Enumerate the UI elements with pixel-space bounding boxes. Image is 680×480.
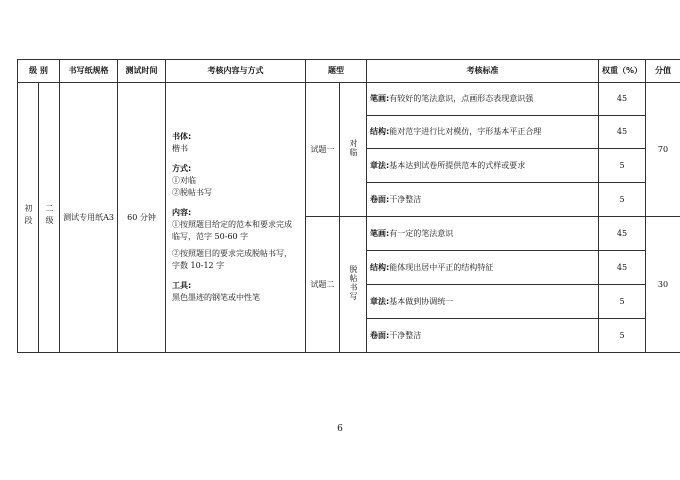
header-weight: 权重（%） — [599, 60, 646, 83]
score-value: 30 — [646, 217, 680, 353]
question-name: 试题一 — [306, 83, 340, 217]
content-2: ②按照题目的要求完成脱帖书写，字数 10-12 字 — [172, 249, 293, 270]
criterion: 笔画:有较好的笔法意识，点画形态表现意识强 — [367, 83, 599, 116]
tool-title: 工具: — [172, 281, 192, 290]
content-1: ①按照题目给定的范本和要求完成临写，范字 50-60 字 — [172, 220, 293, 241]
content-title: 内容: — [172, 208, 192, 217]
criterion: 卷面:干净整洁 — [367, 183, 599, 217]
question-name: 试题二 — [306, 217, 340, 353]
level-cell — [18, 83, 39, 353]
weight-value: 45 — [599, 217, 646, 251]
criterion: 章法:基本做到协调统一 — [367, 285, 599, 319]
font-value: 楷书 — [172, 144, 189, 153]
question-type: 脱帖书写 — [340, 217, 367, 353]
grade-text: 二级 — [45, 203, 54, 228]
criterion: 笔画:有一定的笔法意识 — [367, 217, 599, 251]
method-2: ②脱帖书写 — [172, 188, 213, 197]
header-standard: 考核标准 — [367, 60, 599, 83]
header-question: 题型 — [306, 60, 367, 83]
method-title: 方式: — [172, 164, 192, 173]
tool-value: 黑色墨迹的钢笔或中性笔 — [172, 293, 261, 302]
method-1: ①对临 — [172, 176, 197, 185]
header-score: 分值 — [646, 60, 680, 83]
criterion: 章法:基本达到试卷所提供范本的式样或要求 — [367, 149, 599, 183]
question-type: 对临 — [340, 83, 367, 217]
level-text: 初段 — [24, 203, 33, 228]
weight-value: 45 — [599, 83, 646, 116]
assessment-table — [17, 59, 680, 353]
table-row — [18, 83, 680, 116]
weight-value: 5 — [599, 183, 646, 217]
weight-value: 45 — [599, 116, 646, 149]
paper-spec: 测试专用纸A3 — [60, 83, 118, 353]
header-content: 考核内容与方式 — [166, 60, 306, 83]
font-title: 书体: — [172, 132, 192, 141]
header-row — [18, 60, 680, 83]
weight-value: 5 — [599, 319, 646, 353]
criterion: 卷面:干净整洁 — [367, 319, 599, 353]
test-time: 60 分钟 — [118, 83, 166, 353]
grade-cell — [39, 83, 60, 353]
tool-block — [172, 280, 299, 304]
header-level: 级 别 — [18, 60, 60, 83]
method-block — [172, 163, 299, 199]
content-method-cell — [166, 83, 306, 353]
weight-value: 5 — [599, 285, 646, 319]
font-block — [172, 131, 299, 155]
criterion: 结构:能体现出居中平正的结构特征 — [367, 251, 599, 285]
weight-value: 5 — [599, 149, 646, 183]
criterion: 结构:能对范字进行比对模仿，字形基本平正合理 — [367, 116, 599, 149]
weight-value: 45 — [599, 251, 646, 285]
header-paper: 书写纸规格 — [60, 60, 118, 83]
content-block — [172, 207, 299, 272]
score-value: 70 — [646, 83, 680, 217]
page-number: 6 — [337, 424, 343, 434]
header-time: 测试时间 — [118, 60, 166, 83]
